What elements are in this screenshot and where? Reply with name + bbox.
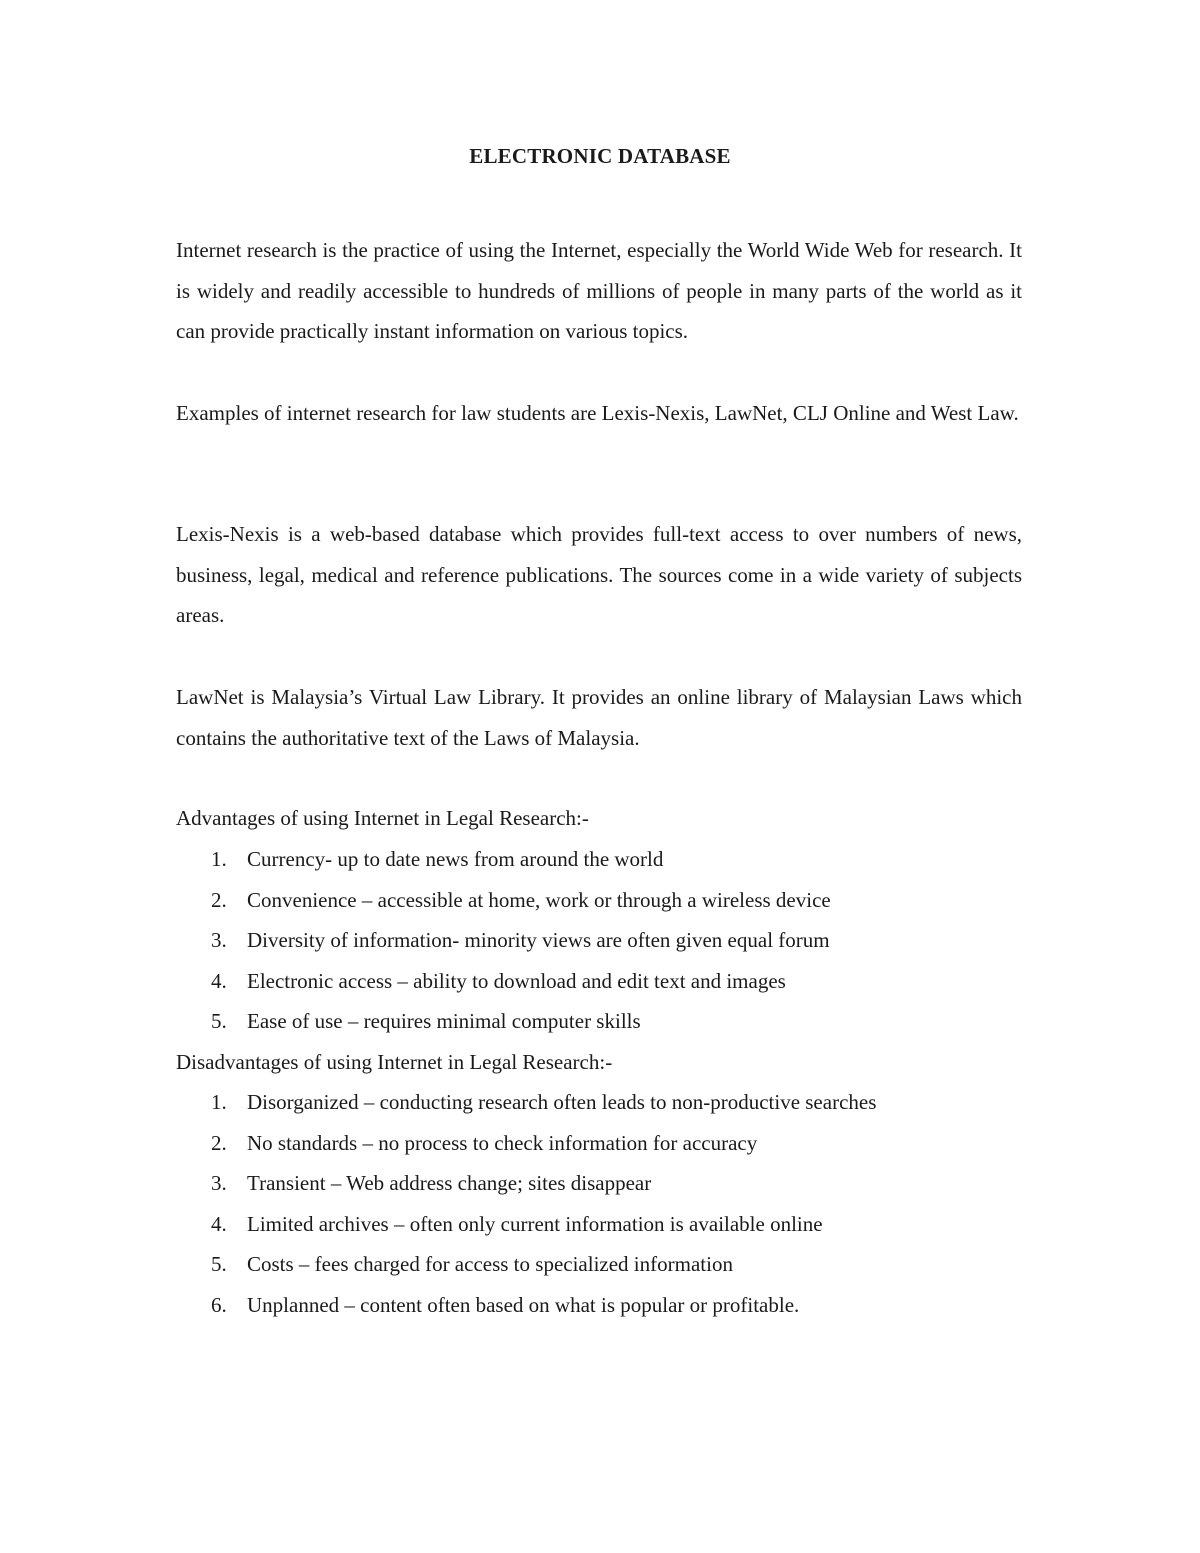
- advantages-list: [176, 839, 1022, 1042]
- advantages-heading: Advantages of using Internet in Legal Research:-: [176, 806, 589, 830]
- list-item-number: 1.: [211, 1090, 227, 1114]
- paragraph-lawnet: LawNet is Malaysia’s Virtual Law Library. It provides an online library of Malaysian Laws which contains the authoritative text of the Laws of Malaysia.: [176, 685, 1022, 750]
- disadvantages-list: [176, 1082, 1022, 1326]
- list-item-text: Unplanned – content often based on what is popular or profitable.: [247, 1292, 800, 1317]
- list-item-text: Limited archives – often only current information is available online: [247, 1211, 823, 1236]
- list-item: [176, 1163, 1022, 1204]
- list-item-text: No standards – no process to check information for accuracy: [247, 1130, 758, 1155]
- list-item: [176, 961, 1022, 1002]
- list-item-number: 1.: [211, 847, 227, 871]
- list-item: [176, 1244, 1022, 1285]
- list-item-text: Currency- up to date news from around the world: [247, 847, 664, 871]
- list-item: [176, 920, 1022, 961]
- list-item-number: 5.: [211, 1252, 227, 1277]
- list-item-text: Transient – Web address change; sites disappear: [247, 1171, 652, 1196]
- list-item: [176, 1204, 1022, 1245]
- list-item-text: Ease of use – requires minimal computer skills: [247, 1009, 641, 1034]
- list-item: [176, 880, 1022, 921]
- document-title: ELECTRONIC DATABASE: [469, 144, 731, 168]
- paragraph-examples: Examples of internet research for law students are Lexis-Nexis, LawNet, CLJ Online and West Law.: [176, 401, 1019, 425]
- list-item: [176, 1001, 1022, 1042]
- list-item-text: Costs – fees charged for access to specialized information: [247, 1252, 733, 1277]
- list-item-number: 3.: [211, 928, 227, 953]
- list-item-number: 4.: [211, 1211, 227, 1236]
- list-item: [176, 1123, 1022, 1164]
- list-item-text: Convenience – accessible at home, work or through a wireless device: [247, 887, 831, 912]
- list-item-number: 2.: [211, 1130, 227, 1155]
- list-item-text: Diversity of information- minority views are often given equal forum: [247, 928, 830, 953]
- paragraph-internet-research: Internet research is the practice of using the Internet, especially the World Wide Web for research. It is widely and readily accessible to hundreds of millions of people in many parts of the world as it can provide practically instant information on various topics.: [176, 238, 1022, 344]
- list-item-number: 5.: [211, 1009, 227, 1034]
- list-item-text: Disorganized – conducting research often leads to non-productive searches: [247, 1090, 877, 1114]
- disadvantages-heading: Disadvantages of using Internet in Legal Research:-: [176, 1050, 613, 1074]
- list-item-number: 4.: [211, 968, 227, 993]
- list-item: [176, 1285, 1022, 1326]
- list-item-number: 3.: [211, 1171, 227, 1196]
- list-item-number: 6.: [211, 1292, 227, 1317]
- list-item-text: Electronic access – ability to download and edit text and images: [247, 968, 786, 993]
- list-item: [176, 1082, 1022, 1123]
- paragraph-lexis-nexis: Lexis-Nexis is a web-based database which provides full-text access to over numbers of news, business, legal, medical and reference publications. The sources come in a wide variety of subjects areas.: [176, 522, 1022, 628]
- list-item: [176, 839, 1022, 880]
- list-item-number: 2.: [211, 887, 227, 912]
